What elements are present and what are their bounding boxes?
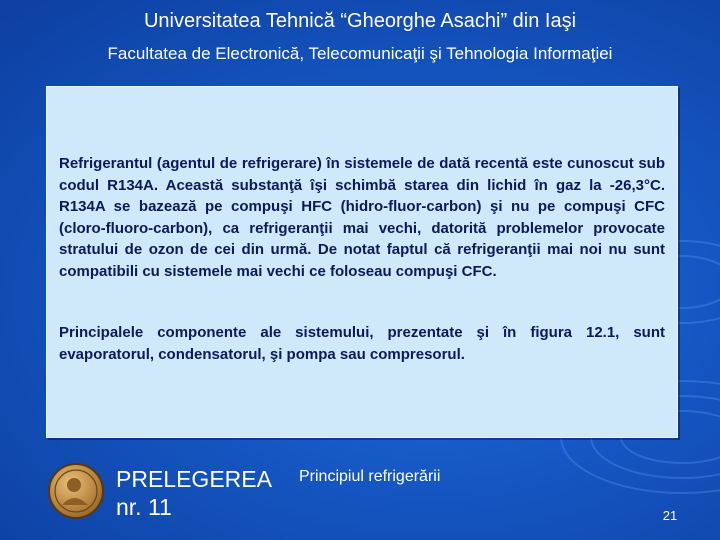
paragraph-refrigerant: Refrigerantul (agentul de refrigerare) în sistemele de dată recentă este cunoscut sub codul R134A. Această substanţă îşi schimbă starea din lichid în gaz la -26,3°C. R134A se bazează pe compuşi HFC (hidro-fluor-carbon) şi nu pe compuşi CFC (cloro-fluoro-carbon), ca refrigeranţii mai vechi, datorită problemelor provocate stratului de ozon de cei din urmă. De notat faptul că refrigeranţii mai noi nu sunt compatibili cu sistemele mai vechi ce foloseau compuşi CFC. [59, 155, 665, 280]
university-medal-icon [48, 463, 104, 519]
content-panel [46, 86, 678, 438]
lecture-number: nr. 11 [116, 494, 172, 520]
page-title: Universitatea Tehnică “Gheorghe Asachi” din Iaşi [143, 10, 577, 32]
lecture-label: PRELEGEREA [116, 466, 272, 492]
paragraph-components: Principalele componente ale sistemului, prezentate şi în figura 12.1, sunt evaporatorul, condensatorul, şi pompa sau compresorul. [59, 324, 665, 363]
page-subtitle: Facultatea de Electronică, Telecomunicaţii şi Tehnologia Informaţiei [107, 44, 613, 63]
lecture-topic: Principiul refrigerării [299, 468, 441, 485]
slide-number: 21 [662, 508, 678, 523]
